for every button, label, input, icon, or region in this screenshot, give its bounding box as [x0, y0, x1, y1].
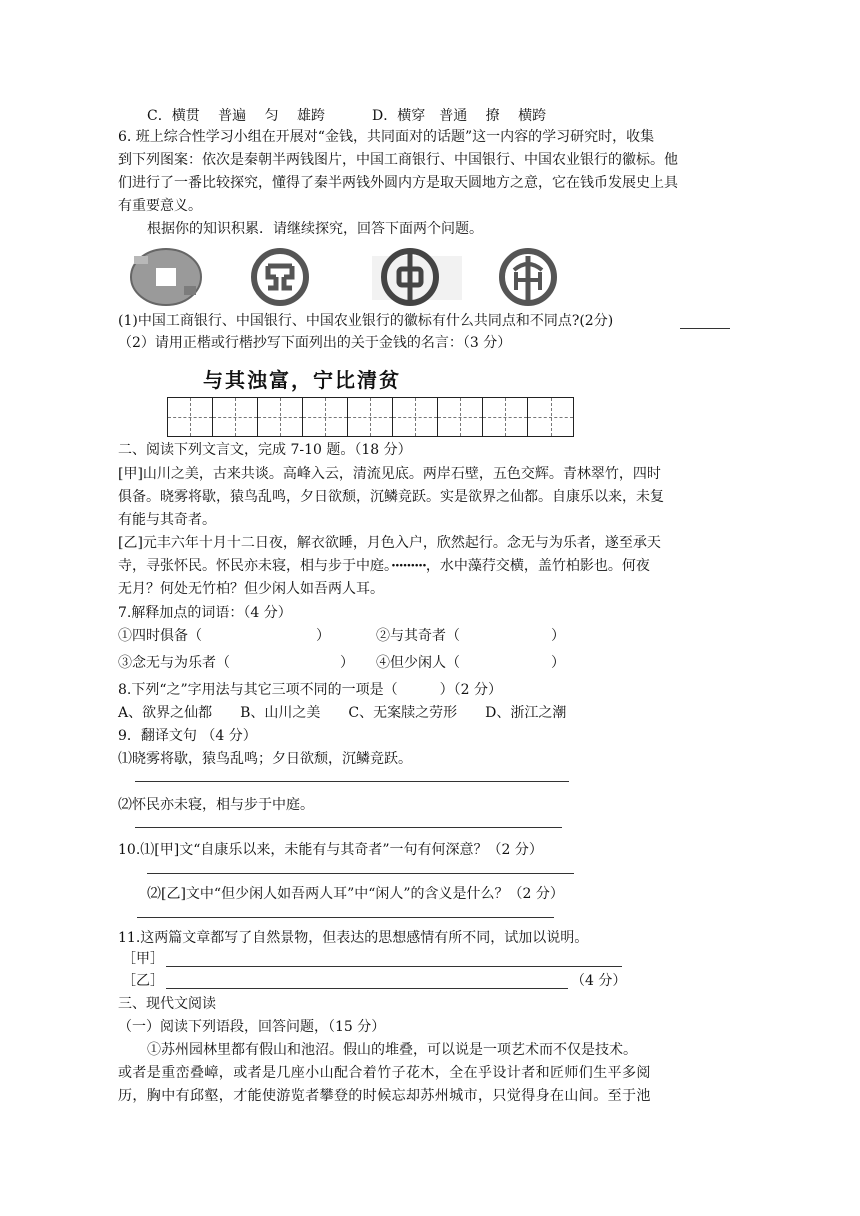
- q9-sentence2: ⑵怀民亦未寝，相与步于中庭。: [118, 797, 314, 813]
- q5-option-d: D．横穿 普通 撩 横跨: [372, 108, 547, 124]
- q6-sub2: （2）请用正楷或行楷抄写下面列出的关于金钱的名言：（3 分）: [118, 335, 512, 351]
- q7-item-d: ④但少闲人（: [376, 655, 460, 671]
- q10-part1: 10.⑴[甲]文“自康乐以来，未能有与其奇者”一句有何深意？（2 分）: [118, 842, 543, 858]
- q8-title: 8.下列“之”字用法与其它三项不同的一项是（ ）（2 分）: [118, 682, 503, 698]
- section3-sub: （一）阅读下列语段，回答问题，（15 分）: [118, 1019, 386, 1035]
- answer-line[interactable]: [166, 966, 622, 967]
- text-jia-line: 俱备。晓雾将歇，猿鸟乱鸣，夕日欲颓，沉鳞竞跃。实是欲界之仙都。自康乐以来，未复: [118, 489, 664, 505]
- q7-item-a: ①四时俱备（: [118, 628, 202, 644]
- q7-paren: ）: [551, 628, 565, 644]
- omitted-dots: ·········: [391, 558, 426, 574]
- q9-sentence1: ⑴晓雾将歇，猿鸟乱鸣；夕日欲颓，沉鳞竞跃。: [118, 751, 412, 767]
- grid-cell[interactable]: [438, 398, 483, 436]
- q11-yi-label: ［乙］: [122, 973, 164, 989]
- text-jia-line: 有能与其奇者。: [118, 512, 216, 528]
- grid-cell[interactable]: [258, 398, 303, 436]
- grid-cell[interactable]: [303, 398, 348, 436]
- grid-cell[interactable]: [213, 398, 258, 436]
- q7-paren: ）: [340, 655, 354, 671]
- answer-line: [137, 917, 554, 918]
- answer-line[interactable]: [166, 988, 568, 989]
- passage-line: ①苏州园林里都有假山和池沼。假山的堆叠，可以说是一项艺术而不仅是技术。: [147, 1042, 637, 1058]
- grid-cell[interactable]: [393, 398, 438, 436]
- writing-grid[interactable]: [167, 397, 574, 437]
- boc-logo-icon: [372, 246, 462, 308]
- text-yi-line: 寺，寻张怀民。怀民亦未寝，相与步于中庭。·········，水中藻荇交横，盖竹柏影也。何夜: [118, 558, 650, 574]
- q9-title: 9．翻译文句 （4 分）: [118, 728, 257, 744]
- answer-line: [680, 328, 730, 329]
- section3-heading: 三、现代文阅读: [118, 996, 216, 1012]
- q6-line: 到下列图案：依次是秦朝半两钱图片，中国工商银行、中国银行、中国农业银行的徽标。他: [118, 152, 678, 168]
- q7-paren: ）: [316, 628, 330, 644]
- grid-cell[interactable]: [483, 398, 528, 436]
- q6-sub1: (1)中国工商银行、中国银行、中国农业银行的徽标有什么共同点和不同点?(2分): [118, 313, 614, 329]
- q8-options: A、欲界之仙都 B、山川之美 C、无案牍之劳形 D、浙江之潮: [118, 705, 567, 721]
- q6-line: 有重要意义。: [118, 198, 202, 214]
- motto-text: 与其浊富，宁比清贫: [203, 368, 401, 392]
- answer-line: [135, 781, 569, 782]
- text-yi-line: 无月？何处无竹柏？但少闲人如吾两人耳。: [118, 581, 384, 597]
- text-yi-line: [乙]元丰六年十月十二日夜，解衣欲睡，月色入户，欣然起行。念无与为乐者，遂至承天: [118, 535, 661, 551]
- section2-heading: 二、阅读下列文言文，完成 7-10 题。（18 分）: [118, 442, 412, 458]
- q11-title: 11.这两篇文章都写了自然景物，但表达的思想感情有所不同，试加以说明。: [118, 930, 589, 946]
- icbc-logo-icon: [246, 246, 314, 308]
- passage-line: 或者是重峦叠嶂，或者是几座小山配合着竹子花木，全在乎设计者和匠师们生平多阅: [118, 1065, 651, 1081]
- q7-item-b: ②与其奇者（: [376, 628, 460, 644]
- passage-line: 历，胸中有邱壑，才能使游览者攀登的时候忘却苏州城市，只觉得身在山间。至于池: [118, 1088, 651, 1104]
- grid-cell[interactable]: [348, 398, 393, 436]
- answer-line: [147, 873, 574, 874]
- q6-line: 6. 班上综合性学习小组在开展对“金钱，共同面对的话题”这一内容的学习研究时，收集: [118, 129, 655, 145]
- q6-instruction: 根据你的知识积累．请继续探究，回答下面两个问题。: [147, 221, 483, 237]
- text-jia-line: [甲]山川之美，古来共谈。高峰入云，清流见底。两岸石壁，五色交辉。青林翠竹，四时: [118, 466, 661, 482]
- q11-score: （4 分）: [571, 973, 627, 989]
- q10-part2: ⑵[乙]文中“但少闲人如吾两人耳”中“闲人”的含义是什么？（2 分）: [147, 886, 564, 902]
- q11-jia-label: ［甲］: [122, 951, 164, 967]
- qin-ban-liang-coin-icon: [128, 246, 204, 308]
- q6-line: 们进行了一番比较探究，懂得了秦半两钱外圆内方是取天圆地方之意，它在钱币发展史上具: [118, 175, 678, 191]
- q5-option-c: C．横贯 普遍 匀 雄跨: [147, 108, 326, 124]
- q7-item-c: ③念无与为乐者（: [118, 655, 230, 671]
- q7-paren: ）: [551, 655, 565, 671]
- answer-line: [135, 827, 562, 828]
- q7-title: 7.解释加点的词语：（4 分）: [118, 605, 292, 621]
- grid-cell[interactable]: [528, 398, 573, 436]
- abc-logo-icon: [494, 246, 562, 308]
- grid-cell[interactable]: [168, 398, 213, 436]
